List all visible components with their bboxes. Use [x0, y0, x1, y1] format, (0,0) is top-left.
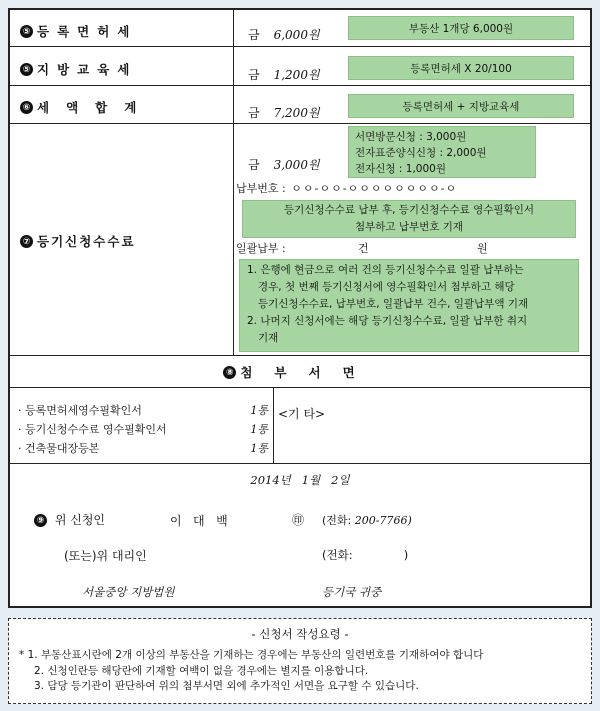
total-tax-amount: 금 7,200원 [248, 106, 320, 120]
total-tax-label: ⑥ 세액합계 [20, 97, 153, 116]
circled-number: ⑤ [20, 63, 33, 76]
other-attachments-label: <기 타> [278, 407, 326, 421]
seal-mark: ㊞ [292, 513, 305, 527]
row-divider [10, 387, 590, 388]
filing-fee-label: ⑦ 등기신청수수료 [20, 231, 136, 250]
instruction-line: 3. 담당 등기관이 판단하여 위의 첨부서면 외에 추가적인 서면을 요구할 수 있습니다. [34, 680, 419, 692]
bulk-payment-notes: 1. 은행에 현금으로 여러 건의 등기신청수수료 일괄 납부하는 경우, 첫 번째 등기신청서에 영수필확인서 첨부하고 해당 등기신청수수료, 납부번호, 일괄납부 건수, 일괄납부액 기재 2. 나머지 신청서에는 해당 등기신청수수료, 일괄 납부한 취지 기재 [239, 259, 579, 352]
applicant-line: ⑨ 위 신청인 [34, 511, 105, 528]
registration-tax-label: ⑤ 등록면허세 [20, 21, 137, 40]
circled-number: ⑤ [20, 25, 33, 38]
agent-phone: (전화: ) [322, 548, 409, 562]
agent-label: (또는)위 대리인 [64, 549, 147, 563]
list-item: · 등록면허세영수필확인서 1통 [18, 404, 268, 417]
attachments-header: ⑧ 첨부서면 [10, 362, 590, 381]
row-divider [10, 123, 590, 124]
circled-number: ⑨ [34, 514, 47, 527]
bulk-payment: 일괄납부 : 건 원 [236, 242, 488, 255]
instruction-line: * 1. 부동산표시란에 2개 이상의 부동산을 기재하는 경우에는 부동산의 일련번호를 기재하여야 합니다 [19, 649, 484, 661]
column-divider [273, 387, 274, 463]
education-tax-note: 등록면허세 X 20/100 [348, 56, 574, 80]
row-divider [10, 463, 590, 464]
payment-number: 납부번호 : ㅇㅇ-ㅇㅇ-ㅇㅇㅇㅇㅇㅇㅇㅇ-ㅇ [236, 182, 458, 195]
instructions-box [8, 618, 592, 704]
education-tax-amount: 금 1,200원 [248, 68, 320, 82]
registration-tax-note: 부동산 1개당 6,000원 [348, 16, 574, 40]
applicant-name: 이 대 백 [170, 514, 228, 528]
applicant-phone: (전화: 200-7766) [322, 514, 412, 527]
attachments-list [18, 401, 268, 458]
row-divider [10, 85, 590, 86]
list-item: · 건축물대장등본 1통 [18, 442, 268, 455]
filing-fee-amount: 금 3,000원 [248, 158, 320, 172]
circled-number: ⑧ [223, 366, 236, 379]
circled-number: ⑦ [20, 235, 33, 248]
registration-tax-amount: 금 6,000원 [248, 28, 320, 42]
payment-number-note: 등기신청수수료 납부 후, 등기신청수수료 영수필확인서 첨부하고 납부번호 기재 [242, 200, 576, 238]
column-divider [233, 10, 234, 355]
list-item: · 등기신청수수료 영수필확인서 1통 [18, 423, 268, 436]
circled-number: ⑥ [20, 101, 33, 114]
education-tax-label: ⑤ 지방교육세 [20, 59, 137, 78]
total-tax-note: 등록면허세 + 지방교육세 [348, 94, 574, 118]
application-date: 2014년 1월 2일 [250, 473, 350, 487]
instruction-line: 2. 신청인란등 해당란에 기재할 여백이 없을 경우에는 별지를 이용합니다. [34, 664, 369, 677]
registry-office: 등기국 귀중 [322, 585, 382, 599]
instructions-title: - 신청서 작성요령 - [251, 627, 349, 641]
row-divider [10, 355, 590, 356]
court-name: 서울중앙 지방법원 [82, 585, 175, 599]
filing-fee-schedule: 서면방문신청 : 3,000원 전자표준양식신청 : 2,000원 전자신청 : 1,000원 [348, 126, 536, 178]
row-divider [10, 46, 590, 47]
application-form [8, 8, 592, 608]
